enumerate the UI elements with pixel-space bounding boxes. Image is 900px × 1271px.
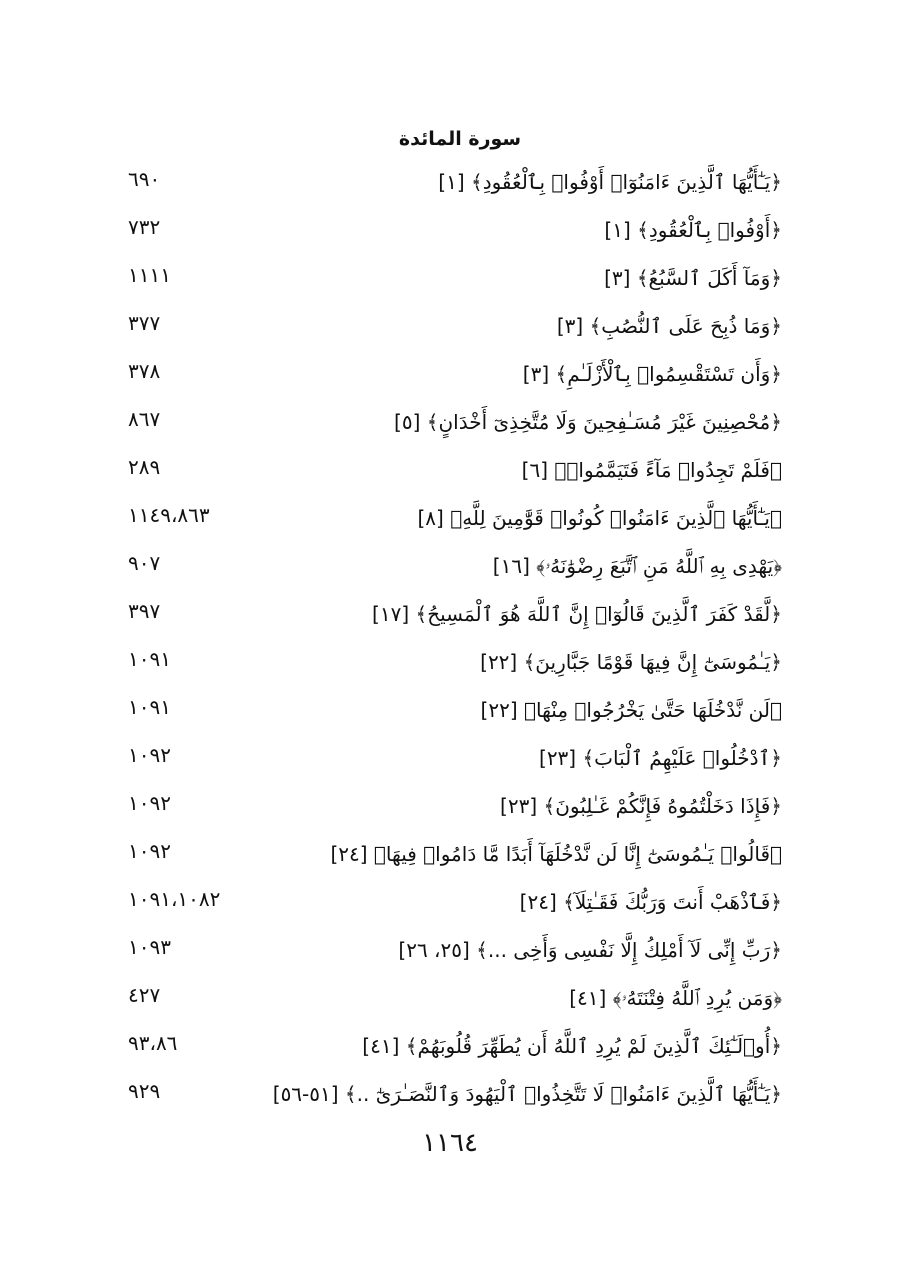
- page-references: ٢٨٩: [128, 455, 161, 479]
- page-number: ١١٦٤: [422, 1128, 478, 1158]
- verse-quote: ﴿يَـٰمُوسَىٰٓ إِنَّ فِيهَا قَوْمًا جَبَّارِينَ﴾ [٢٢]: [480, 650, 782, 674]
- index-entry: [0, 1026, 900, 1074]
- page-references: ٩٢٩: [128, 1079, 161, 1103]
- page-references: ٣٩٧: [128, 599, 161, 623]
- page-references: ١١١١: [128, 263, 171, 287]
- page-references: ١١٤٩،٨٦٣: [128, 503, 210, 527]
- verse-quote: ﴿قَالُوا۟ يَـٰمُوسَىٰٓ إِنَّا لَن نَّدْخُلَهَآ أَبَدًا مَّا دَامُوا۟ فِيهَا﴾ [٢٤]: [330, 842, 782, 866]
- index-entry: [0, 834, 900, 882]
- index-entry: [0, 978, 900, 1026]
- index-entry: [0, 354, 900, 402]
- page-references: ٣٧٧: [128, 311, 161, 335]
- page-references: ١٠٩٣: [128, 935, 171, 959]
- index-entry: [0, 498, 900, 546]
- page-references: ٩٠٧: [128, 551, 161, 575]
- index-entry: [0, 594, 900, 642]
- page-references: ١٠٩٢: [128, 791, 171, 815]
- verse-quote: ﴿ٱدْخُلُوا۟ عَلَيْهِمُ ٱلْبَابَ﴾ [٢٣]: [539, 746, 782, 770]
- verse-quote: ﴿لَّقَدْ كَفَرَ ٱلَّذِينَ قَالُوٓا۟ إِنَّ ٱللَّهَ هُوَ ٱلْمَسِيحُ﴾ [١٧]: [372, 602, 782, 626]
- index-entry: [0, 210, 900, 258]
- index-entry: [0, 402, 900, 450]
- index-entry: [0, 690, 900, 738]
- index-entry: [0, 738, 900, 786]
- verse-index-list: [0, 162, 900, 1122]
- page-references: ١٠٩١: [128, 647, 171, 671]
- verse-quote: ﴿رَبِّ إِنِّى لَآ أَمْلِكُ إِلَّا نَفْسِى وَأَخِى ...﴾ [٢٥، ٢٦]: [398, 938, 782, 962]
- index-entry: [0, 450, 900, 498]
- verse-quote: ﴿وَمَن يُرِدِ ٱللَّهُ فِتْنَتَهُۥ﴾ [٤١]: [569, 986, 782, 1010]
- verse-quote: ﴿وَمَا ذُبِحَ عَلَى ٱلنُّصُبِ﴾ [٣]: [556, 314, 782, 338]
- verse-quote: ﴿لَن نَّدْخُلَهَا حَتَّىٰ يَخْرُجُوا۟ مِنْهَا﴾ [٢٢]: [480, 698, 782, 722]
- verse-quote: ﴿فَلَمْ تَجِدُوا۟ مَآءً فَتَيَمَّمُوا۟﴾ [٦]: [521, 458, 782, 482]
- index-entry: [0, 1074, 900, 1122]
- surah-title: سورة المائدة: [398, 128, 522, 150]
- verse-quote: ﴿يَـٰٓأَيُّهَا ٱلَّذِينَ ءَامَنُوٓا۟ أَوْفُوا۟ بِٱلْعُقُودِ﴾ [١]: [438, 170, 782, 194]
- page-references: ٨٦٧: [128, 407, 161, 431]
- page-references: ١٠٩١،١٠٨٢: [128, 887, 221, 911]
- page-references: ٧٣٢: [128, 215, 161, 239]
- index-entry: [0, 546, 900, 594]
- page-references: ٤٢٧: [128, 983, 161, 1007]
- page-references: ١٠٩٢: [128, 743, 171, 767]
- verse-quote: ﴿أَوْفُوا۟ بِٱلْعُقُودِ﴾ [١]: [604, 218, 782, 242]
- verse-quote: ﴿وَمَآ أَكَلَ ٱلسَّبُعُ﴾ [٣]: [604, 266, 782, 290]
- verse-quote: ﴿فَإِذَا دَخَلْتُمُوهُ فَإِنَّكُمْ غَـٰلِبُونَ﴾ [٢٣]: [500, 794, 782, 818]
- verse-quote: ﴿يَـٰٓأَيُّهَا ٱلَّذِينَ ءَامَنُوا۟ لَا تَتَّخِذُوا۟ ٱلْيَهُودَ وَٱلنَّصَـٰرَىٰٓ ..﴾ [٥١-٥٦]: [272, 1082, 782, 1106]
- verse-quote: ﴿يَـٰٓأَيُّهَا ٱلَّذِينَ ءَامَنُوا۟ كُونُوا۟ قَوَّٰمِينَ لِلَّهِ﴾ [٨]: [417, 506, 782, 530]
- page-references: ١٠٩١: [128, 695, 171, 719]
- page-references: ١٠٩٢: [128, 839, 171, 863]
- page-references: ٣٧٨: [128, 359, 161, 383]
- index-entry: [0, 786, 900, 834]
- verse-quote: ﴿فَٱذْهَبْ أَنتَ وَرَبُّكَ فَقَـٰتِلَآ﴾ [٢٤]: [519, 890, 782, 914]
- page-references: ٩٣،٨٦: [128, 1031, 178, 1055]
- index-entry: [0, 258, 900, 306]
- verse-quote: ﴿مُحْصِنِينَ غَيْرَ مُسَـٰفِحِينَ وَلَا مُتَّخِذِىٓ أَخْدَانٍ﴾ [٥]: [394, 410, 782, 434]
- index-entry: [0, 882, 900, 930]
- verse-quote: ﴿وَأَن تَسْتَقْسِمُوا۟ بِٱلْأَزْلَـٰمِ﴾ [٣]: [522, 362, 782, 386]
- page-references: ٦٩٠: [128, 167, 161, 191]
- verse-quote: ﴿أُو۟لَـٰٓئِكَ ٱلَّذِينَ لَمْ يُرِدِ ٱللَّهُ أَن يُطَهِّرَ قُلُوبَهُمْ﴾ [٤١]: [362, 1034, 782, 1058]
- index-entry: [0, 162, 900, 210]
- verse-quote: ﴿يَهْدِى بِهِ ٱللَّهُ مَنِ ٱتَّبَعَ رِضْوَٰنَهُۥ﴾ [١٦]: [492, 554, 782, 578]
- index-entry: [0, 930, 900, 978]
- index-entry: [0, 306, 900, 354]
- index-entry: [0, 642, 900, 690]
